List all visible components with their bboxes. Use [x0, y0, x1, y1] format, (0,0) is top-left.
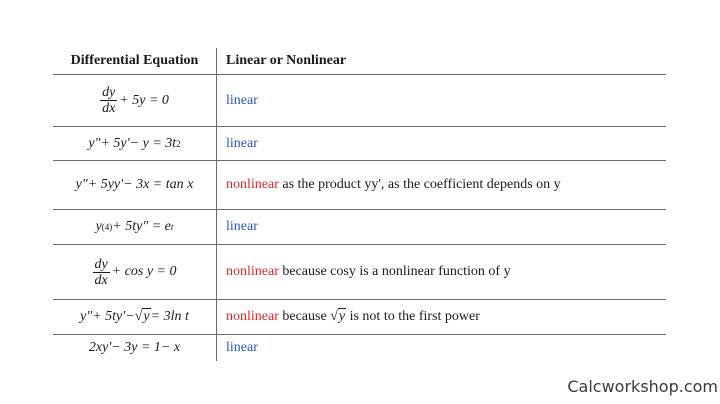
equation-text: + 5ty" = e [112, 219, 171, 234]
equation-cell [53, 161, 217, 209]
fraction [93, 257, 110, 288]
classification-cell [217, 264, 666, 280]
table-row [53, 335, 666, 361]
classification-cell [217, 136, 666, 152]
fraction-numerator: dy [102, 85, 116, 100]
equation-rest: + cos y = 0 [111, 264, 177, 279]
classification-cell [217, 340, 666, 356]
radicand: y [143, 309, 150, 324]
table-row [53, 300, 666, 335]
classification-cell [217, 219, 666, 235]
equation-cell [53, 335, 217, 361]
equation-base: y [95, 219, 102, 234]
exponent: t [170, 222, 174, 232]
table-row [53, 210, 666, 245]
equation-cell [53, 300, 217, 334]
sqrt-symbol: √y [330, 309, 346, 324]
equation-rest: + 5y = 0 [119, 92, 169, 108]
classification-label: nonlinear [226, 309, 279, 324]
exponent: 2 [176, 138, 181, 149]
equation-text: 2xy'− 3y = 1− x [88, 340, 181, 355]
exponent: (4) [101, 222, 113, 232]
classification-cell [217, 93, 666, 109]
equation-cell [53, 245, 217, 299]
fraction [100, 85, 117, 116]
watermark-logo: Calcworkshop.com [567, 377, 718, 396]
classification-note: as the product yy', as the coefficient depends on y [278, 177, 561, 192]
fraction-denominator: dx [102, 101, 116, 116]
equation-text: y"+ 5y'− y = 3t [88, 135, 177, 151]
table-row [53, 127, 666, 161]
classification-cell [217, 309, 666, 325]
table-header-row [53, 48, 666, 75]
classification-label: nonlinear [226, 264, 279, 279]
classification-label: linear [226, 219, 258, 234]
equation-cell [53, 210, 217, 244]
classification-label: nonlinear [226, 177, 279, 192]
classification-cell [217, 177, 666, 193]
classification-note: because cosy is a nonlinear function of y [278, 264, 511, 279]
radicand: y [338, 309, 346, 324]
fraction-numerator: dy [94, 256, 108, 272]
equation-cell [53, 75, 217, 126]
differential-equations-table [53, 48, 666, 361]
equation-text: y"+ 5yy'− 3x = tan x [75, 177, 194, 192]
classification-label: linear [226, 340, 258, 355]
table-row [53, 245, 666, 300]
header-equation: Differential Equation [53, 48, 217, 74]
classification-note: because [278, 309, 331, 324]
header-classification: Linear or Nonlinear [226, 53, 347, 68]
equation-rest: = 3ln t [150, 309, 189, 324]
equation-text: y"+ 5ty'− [80, 309, 135, 324]
equation-cell [53, 127, 217, 160]
fraction-denominator: dx [94, 272, 108, 288]
table-row [53, 75, 666, 127]
classification-label: linear [226, 92, 258, 108]
classification-label: linear [226, 135, 258, 151]
classification-note: is not to the first power [346, 309, 480, 324]
table-row [53, 161, 666, 210]
sqrt-symbol: √y [134, 309, 150, 324]
